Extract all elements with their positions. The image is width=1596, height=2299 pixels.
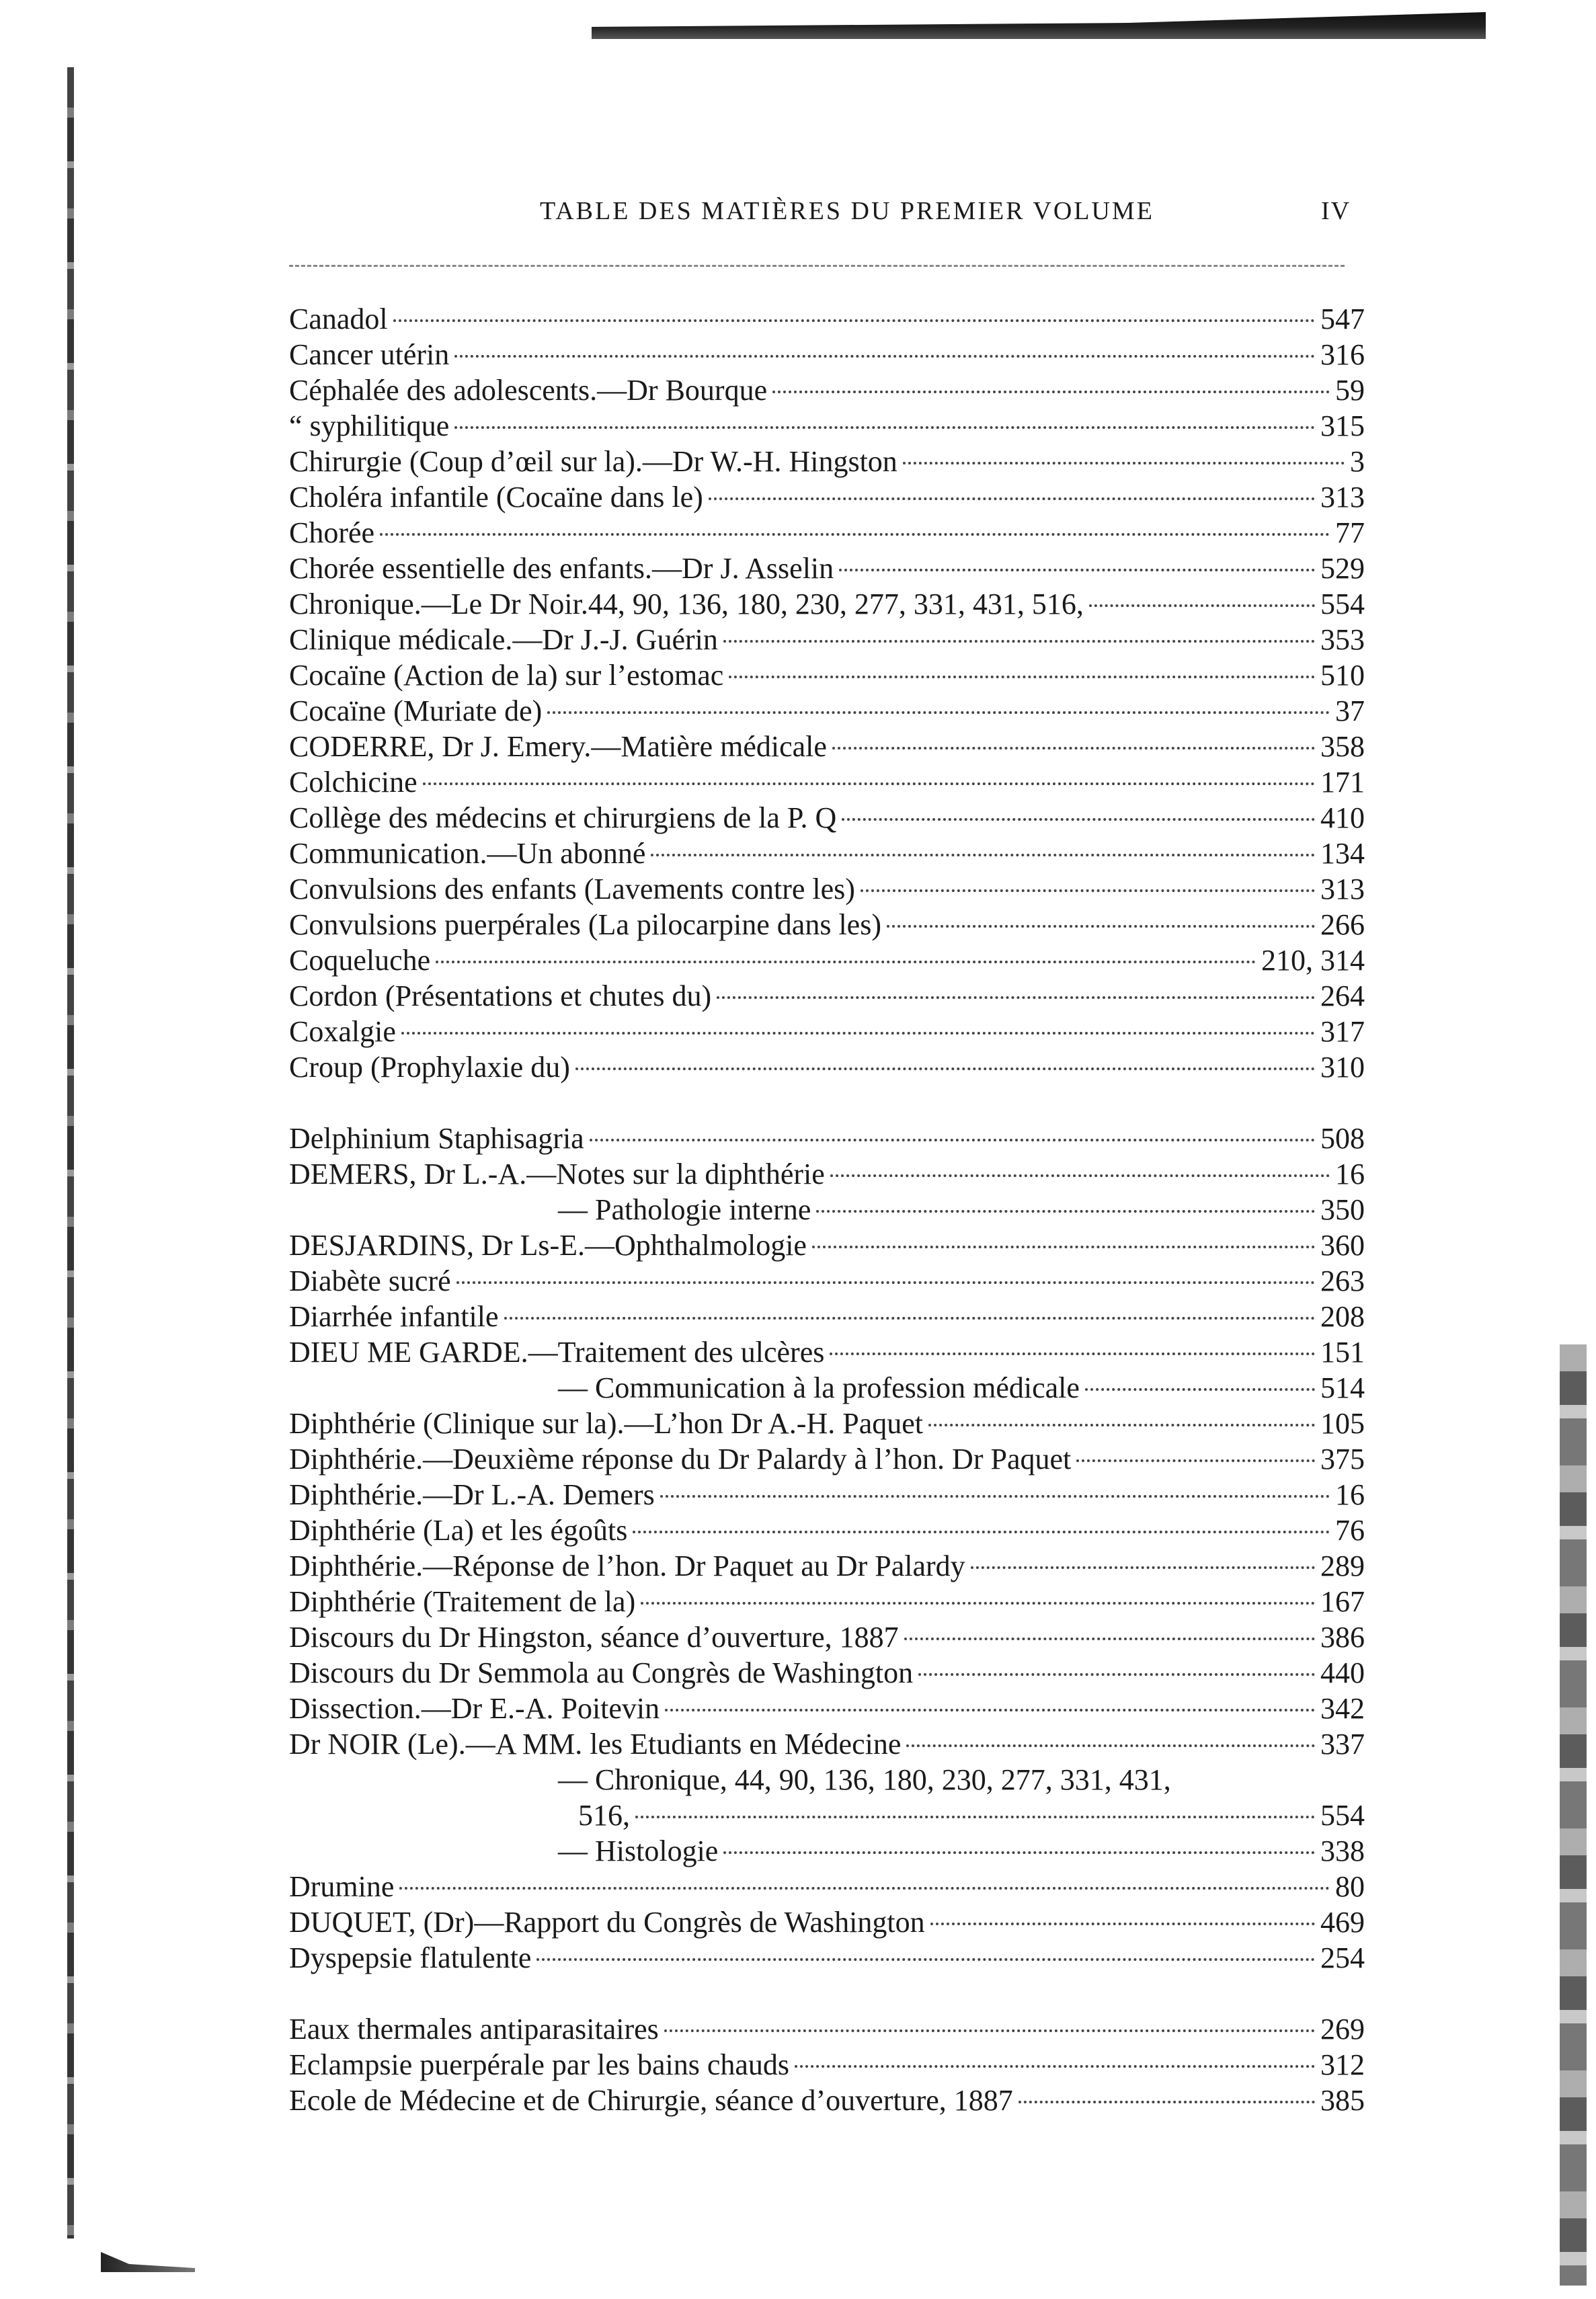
scan-edge-left xyxy=(67,67,74,2238)
entry-pages: 386 xyxy=(1320,1621,1365,1654)
entry-pages: 310 xyxy=(1320,1051,1365,1084)
leader-dots xyxy=(641,1602,1315,1605)
index-entry xyxy=(289,2011,1365,2047)
entry-label: Choléra infantile (Cocaïne dans le) xyxy=(289,481,703,514)
entry-label: 516, xyxy=(578,1799,630,1832)
entry-pages: 76 xyxy=(1335,1514,1365,1547)
entry-label: Eaux thermales antiparasitaires xyxy=(289,2013,659,2046)
entry-label: Croup (Prophylaxie du) xyxy=(289,1051,570,1084)
index-entry xyxy=(289,372,1365,408)
entry-label: Diphthérie (Traitement de la) xyxy=(289,1585,636,1618)
index-entry xyxy=(289,1833,1365,1869)
running-head-title: TABLE DES MATIÈRES DU PREMIER VOLUME xyxy=(540,197,1154,225)
index-entry xyxy=(289,1548,1365,1584)
leader-dots xyxy=(380,533,1330,536)
index-entry xyxy=(289,1940,1365,1976)
index-entry xyxy=(289,764,1365,800)
entry-pages: 360 xyxy=(1320,1229,1365,1262)
leader-dots xyxy=(436,961,1256,963)
entry-pages: 77 xyxy=(1335,516,1365,549)
index-entry xyxy=(289,1477,1365,1513)
entry-label: Cocaïne (Action de la) sur l’estomac xyxy=(289,659,724,692)
index-entry xyxy=(289,1156,1365,1192)
leader-dots xyxy=(1089,604,1315,607)
index-entry xyxy=(289,1584,1365,1619)
entry-pages: 313 xyxy=(1320,873,1365,905)
entry-label: Canadol xyxy=(289,302,388,335)
entry-label: Diarrhée infantile xyxy=(289,1300,499,1333)
entry-pages: 510 xyxy=(1320,659,1365,692)
entry-label: DESJARDINS, Dr Ls-E.—Ophthalmologie xyxy=(289,1229,807,1262)
header-rule xyxy=(289,265,1345,267)
index-entry xyxy=(289,1762,1365,1798)
scan-edge-right xyxy=(1560,1344,1587,2286)
entry-label: Céphalée des adolescents.—Dr Bourque xyxy=(289,374,768,407)
entry-pages: 151 xyxy=(1320,1336,1365,1369)
leader-dots xyxy=(635,1816,1315,1818)
entry-label: CODERRE, Dr J. Emery.—Matière médicale xyxy=(289,730,827,763)
index-entry xyxy=(289,1192,1365,1227)
leader-dots xyxy=(575,1067,1315,1070)
index-entry xyxy=(289,337,1365,372)
entry-pages: 167 xyxy=(1320,1585,1365,1618)
index-entry xyxy=(289,693,1365,729)
leader-dots xyxy=(401,1032,1315,1035)
index-entry xyxy=(289,479,1365,515)
entry-label: Diphthérie.—Dr L.-A. Demers xyxy=(289,1478,655,1511)
index-entry xyxy=(289,1513,1365,1548)
leader-dots xyxy=(723,1851,1315,1854)
entry-pages: 59 xyxy=(1335,374,1365,407)
entry-label: Coqueluche xyxy=(289,944,431,977)
leader-dots xyxy=(842,818,1315,821)
index-entry xyxy=(289,444,1365,479)
entry-label: Convulsions puerpérales (La pilocarpine dans les) xyxy=(289,908,881,941)
leader-dots xyxy=(547,711,1330,714)
index-entry xyxy=(289,515,1365,551)
entry-label: Diphthérie.—Réponse de l’hon. Dr Paquet au Dr Palardy xyxy=(289,1549,965,1582)
entry-label: Diabète sucré xyxy=(289,1264,451,1297)
entry-pages: 16 xyxy=(1335,1158,1365,1191)
entry-label: Coxalgie xyxy=(289,1015,396,1048)
entry-pages: 554 xyxy=(1320,588,1365,620)
entry-pages: 317 xyxy=(1320,1015,1365,1048)
index-entry xyxy=(289,1014,1365,1049)
entry-pages: 254 xyxy=(1320,1941,1365,1974)
leader-dots xyxy=(906,1744,1315,1747)
leader-dots xyxy=(930,1923,1315,1925)
entry-label: Collège des médecins et chirurgiens de la P. Q xyxy=(289,801,837,834)
index-entry xyxy=(289,1334,1365,1370)
leader-dots xyxy=(903,462,1345,465)
entry-label: Drumine xyxy=(289,1870,395,1903)
entry-label: Colchicine xyxy=(289,766,417,799)
entry-pages: 312 xyxy=(1320,2048,1365,2081)
index-entry xyxy=(289,1441,1365,1477)
entry-pages: 440 xyxy=(1320,1656,1365,1689)
entry-label: Chorée essentielle des enfants.—Dr J. Asselin xyxy=(289,552,834,585)
entry-pages: 316 xyxy=(1320,338,1365,371)
entry-label: Delphinium Staphisagria xyxy=(289,1122,584,1155)
index-entry xyxy=(289,942,1365,978)
leader-dots xyxy=(816,1210,1315,1213)
leader-dots xyxy=(928,1424,1315,1426)
entry-pages: 514 xyxy=(1320,1371,1365,1404)
entry-label: Diphthérie.—Deuxième réponse du Dr Palardy à l’hon. Dr Paquet xyxy=(289,1443,1072,1476)
leader-dots xyxy=(664,2029,1315,2032)
entry-label: “ syphilitique xyxy=(289,409,450,442)
index-entry xyxy=(289,1655,1365,1691)
entry-label: — Communication à la profession médicale xyxy=(558,1371,1080,1404)
entry-label: Eclampsie puerpérale par les bains chauds xyxy=(289,2048,790,2081)
leader-dots xyxy=(830,1174,1330,1177)
entry-pages: 385 xyxy=(1320,2084,1365,2117)
scan-edge-bottom xyxy=(101,2252,195,2272)
entry-pages: 134 xyxy=(1320,837,1365,870)
index-entry xyxy=(289,1619,1365,1655)
entry-label: DUQUET, (Dr)—Rapport du Congrès de Washington xyxy=(289,1906,925,1939)
leader-dots xyxy=(717,996,1315,999)
index-entry xyxy=(289,800,1365,836)
index-entry xyxy=(289,729,1365,764)
leader-dots xyxy=(904,1638,1315,1640)
entry-label: DEMERS, Dr L.-A.—Notes sur la diphthérie xyxy=(289,1158,825,1191)
index-entry xyxy=(289,1691,1365,1726)
index-entry xyxy=(289,551,1365,586)
entry-label: Convulsions des enfants (Lavements contre les) xyxy=(289,873,855,905)
leader-dots xyxy=(729,676,1315,678)
leader-dots xyxy=(393,319,1315,322)
entry-label: — Histologie xyxy=(558,1834,719,1867)
index-entry xyxy=(289,1049,1365,1085)
leader-dots xyxy=(660,1495,1330,1498)
index-entry xyxy=(289,586,1365,622)
index-entry xyxy=(289,1869,1365,1904)
leader-dots xyxy=(665,1709,1315,1711)
entry-label: DIEU ME GARDE.—Traitement des ulcères xyxy=(289,1336,825,1369)
entry-pages: 353 xyxy=(1320,623,1365,656)
page-folio: IV xyxy=(1321,197,1351,225)
index-entry xyxy=(289,1227,1365,1263)
leader-dots xyxy=(651,854,1315,856)
entry-pages: 337 xyxy=(1320,1728,1365,1761)
entry-label: Ecole de Médecine et de Chirurgie, séance d’ouverture, 1887 xyxy=(289,2084,1013,2117)
entry-label: Dissection.—Dr E.-A. Poitevin xyxy=(289,1692,660,1725)
leader-dots xyxy=(504,1317,1315,1320)
entry-label: Cancer utérin xyxy=(289,338,450,371)
entry-label: Discours du Dr Hingston, séance d’ouverture, 1887 xyxy=(289,1621,899,1654)
entry-pages: 3 xyxy=(1350,445,1365,478)
entry-label: Diphthérie (Clinique sur la).—L’hon Dr A.-H. Paquet xyxy=(289,1407,923,1440)
index-entry xyxy=(289,622,1365,657)
entry-pages: 210, 314 xyxy=(1261,944,1365,977)
entry-pages: 338 xyxy=(1320,1834,1365,1867)
index-entry xyxy=(289,1904,1365,1940)
entry-pages: 264 xyxy=(1320,979,1365,1012)
entry-label: Diphthérie (La) et les égoûts xyxy=(289,1514,628,1547)
index-entry xyxy=(289,871,1365,907)
entry-pages: 80 xyxy=(1335,1870,1365,1903)
leader-dots xyxy=(454,355,1315,358)
leader-dots xyxy=(918,1673,1315,1676)
entry-label: — Chronique, 44, 90, 136, 180, 230, 277, 331, 431, xyxy=(558,1763,1171,1796)
leader-dots xyxy=(1019,2101,1315,2103)
entry-pages: 105 xyxy=(1320,1407,1365,1440)
index-entry xyxy=(289,1121,1365,1156)
group-gap xyxy=(289,1085,1365,1121)
entry-pages: 16 xyxy=(1335,1478,1365,1511)
entry-label: Chronique.—Le Dr Noir.44, 90, 136, 180, 230, 277, 331, 431, 516, xyxy=(289,588,1084,620)
index-entry xyxy=(289,1726,1365,1762)
entry-pages: 508 xyxy=(1320,1122,1365,1155)
index-entry xyxy=(289,907,1365,942)
leader-dots xyxy=(709,497,1315,500)
entry-pages: 358 xyxy=(1320,730,1365,763)
entry-pages: 469 xyxy=(1320,1906,1365,1939)
index-entry xyxy=(289,408,1365,444)
entry-label: Dr NOIR (Le).—A MM. les Etudiants en Médecine xyxy=(289,1728,902,1761)
leader-dots xyxy=(633,1531,1330,1533)
index-entry xyxy=(289,1299,1365,1334)
entry-pages: 554 xyxy=(1320,1799,1365,1832)
leader-dots xyxy=(454,426,1315,429)
leader-dots xyxy=(861,889,1315,892)
index-entry xyxy=(289,2047,1365,2083)
index-entry xyxy=(289,1406,1365,1441)
entry-label: Clinique médicale.—Dr J.-J. Guérin xyxy=(289,623,718,656)
entry-pages: 269 xyxy=(1320,2013,1365,2046)
entry-pages: 208 xyxy=(1320,1300,1365,1333)
entry-pages: 313 xyxy=(1320,481,1365,514)
entry-pages: 171 xyxy=(1320,766,1365,799)
leader-dots xyxy=(839,569,1315,571)
index-entry xyxy=(289,2083,1365,2118)
leader-dots xyxy=(1076,1459,1315,1462)
entry-pages: 289 xyxy=(1320,1549,1365,1582)
index-entry xyxy=(289,301,1365,337)
entry-pages: 37 xyxy=(1335,694,1365,727)
leader-dots xyxy=(830,1353,1315,1355)
scan-edge-top xyxy=(592,12,1486,39)
entry-pages: 375 xyxy=(1320,1443,1365,1476)
index-entry xyxy=(289,1370,1365,1406)
entry-label: Discours du Dr Semmola au Congrès de Washington xyxy=(289,1656,914,1689)
leader-dots xyxy=(795,2065,1315,2068)
entry-pages: 342 xyxy=(1320,1692,1365,1725)
index-entry xyxy=(289,978,1365,1014)
entry-pages: 315 xyxy=(1320,409,1365,442)
leader-dots xyxy=(772,391,1330,393)
leader-dots xyxy=(832,747,1315,750)
entry-pages: 266 xyxy=(1320,908,1365,941)
leader-dots xyxy=(399,1887,1330,1890)
leader-dots xyxy=(536,1958,1315,1961)
entry-label: — Pathologie interne xyxy=(558,1193,811,1226)
leader-dots xyxy=(887,925,1315,928)
index-entry xyxy=(289,1263,1365,1299)
index-entry xyxy=(289,1798,1365,1833)
entry-label: Cocaïne (Muriate de) xyxy=(289,694,543,727)
entry-label: Communication.—Un abonné xyxy=(289,837,646,870)
entry-pages: 529 xyxy=(1320,552,1365,585)
index-entry xyxy=(289,657,1365,693)
entry-label: Cordon (Présentations et chutes du) xyxy=(289,979,712,1012)
entry-label: Chorée xyxy=(289,516,375,549)
entry-label: Dyspepsie flatulente xyxy=(289,1941,532,1974)
leader-dots xyxy=(723,640,1315,643)
entry-pages: 263 xyxy=(1320,1264,1365,1297)
group-gap xyxy=(289,1976,1365,2011)
entry-pages: 350 xyxy=(1320,1193,1365,1226)
entry-pages: 410 xyxy=(1320,801,1365,834)
entry-label: Chirurgie (Coup d’œil sur la).—Dr W.-H. Hingston xyxy=(289,445,897,478)
leader-dots xyxy=(971,1566,1315,1569)
leader-dots xyxy=(812,1246,1315,1248)
leader-dots xyxy=(1085,1388,1315,1391)
index-entry xyxy=(289,836,1365,871)
index-entries xyxy=(289,301,1365,2118)
leader-dots xyxy=(456,1281,1315,1284)
entry-pages: 547 xyxy=(1320,302,1365,335)
leader-dots xyxy=(590,1139,1315,1141)
leader-dots xyxy=(423,782,1315,785)
